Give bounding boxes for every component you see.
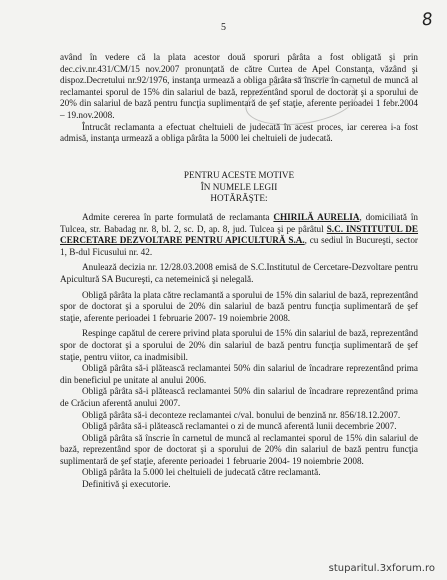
paragraph-respinge: Respinge capătul de cerere privind plata sporului de 15% din salariul de bază, reprezentând spor de doctorat şi a sporului de 20% din salariul de bază pentru funcţia suplimentară de şef staţie, pentru viitor, ca inadmisibil. [60,328,418,362]
paragraph-cheltuieli: Obligă pârâta la 5.000 lei cheltuieli de judecată către reclamantă. [82,467,321,478]
paragraph-admite [60,212,418,258]
heading-line-2: ÎN NUMELE LEGII [200,181,278,192]
ruling-body [60,212,418,491]
paragraph-context: având în vedere că la plata acestor două sporuri pârâta a fost obligată şi prin dec.civ.nr.431/CM/15 nov.2007 pronunţată de către Curtea de Apel Constanţa, văzând şi dispoz.Decretului nr.92/1976, instanţa urmează a obliga pârâta să înscrie în carnetul de muncă al reclamantei sporul de 15% din salariul de bază, reprezentând sporul de doctorat şi a sporului de 20% din salariul de bază pentru funcţia suplimentară de şef staţie, aferente perioadei 1 febr.2004 – 19.nov.2008. [60,52,418,120]
paragraph-obliga-plata: Obligă pârâta la plata către reclamantă a sporului de 15% din salariul de bază, reprezentând spor de doctorat şi a sporului de 20% din salariul de bază pentru funcţia suplimentară de şef staţie, aferente perioadei 1 februarie 2007- 19 noiembrie 2008. [60,289,418,323]
paragraph-prima-craciun: Obligă pârâta să-i plătească reclamantei 50% din salariul de încadrare reprezentând prima de Crăciun aferentă anului 2007. [60,386,418,408]
page-number: 5 [221,22,226,33]
plaintiff-name: CHIRILĂ AURELIA [273,212,360,222]
admite-text-3: , cu sediul în Bucureşti, sector 1, B-dul Ficusului nr. 42. [60,235,418,257]
paragraph-prima-beneficiu: Obligă pârâta să-i plătească reclamantei 50% din salariul de încadrare reprezentând prima din beneficiul pe unitate al anului 2006. [60,363,418,385]
defendant-name: S.C. INSTITUTUL DE CERCETARE DEZVOLTARE PENTRU APICULTURĂ S.A. [60,223,419,246]
paragraph-bon-benzina: Obligă pârâta să-i deconteze reclamantei c/val. bonului de benzină nr. 856/18.12.2007. [82,409,401,420]
admite-text-2: , domiciliată în Tulcea, str. Babadag nr. 8, bl. 2, sc. D, ap. 8, jud. Tulcea şi pe pârâtul [60,212,418,234]
heading-line-3: HOTĂRĂŞTE: [210,193,268,204]
ruling-heading [60,170,418,205]
admite-text-1: Admite cererea în parte formulată de reclamanta [82,212,274,222]
paragraph-zi-munca: Obligă pârâta să-i plătească reclamantei o zi de muncă aferentă lunii decembrie 2007. [82,421,397,432]
handwritten-page-mark: 8 [421,9,435,31]
paragraph-carnet-munca: Obligă pârâta să înscrie în carnetul de muncă al reclamantei sporul de 15% din salariul de bază, reprezentând spor de doctorat şi a sporului de 20% din salariul de bază pentru funcţia suplimentară de şef staţie, aferente perioadei 1 februarie 2004- 19 noiembrie 2008. [60,432,418,466]
heading-line-1: PENTRU ACESTE MOTIVE [183,170,295,180]
paragraph-costs: Întrucât reclamanta a efectuat cheltuieli de judecată în acest proces, iar cererea i-a fost admisă, instanţa urmează a obliga pârâta la 5000 lei cheltuieli de judecată. [60,121,418,144]
paragraph-definitiva: Definitivă şi executorie. [82,479,171,490]
paragraph-anuleaza: Anulează decizia nr. 12/28.03.2008 emisă de S.C.Institutul de Cercetare-Dezvoltare pentru Apicultură SA Bucureşti, ca netemeinică şi nelegală. [60,262,418,284]
site-watermark: stuparitul.3xforum.ro [328,563,435,574]
top-text-block [60,52,418,145]
